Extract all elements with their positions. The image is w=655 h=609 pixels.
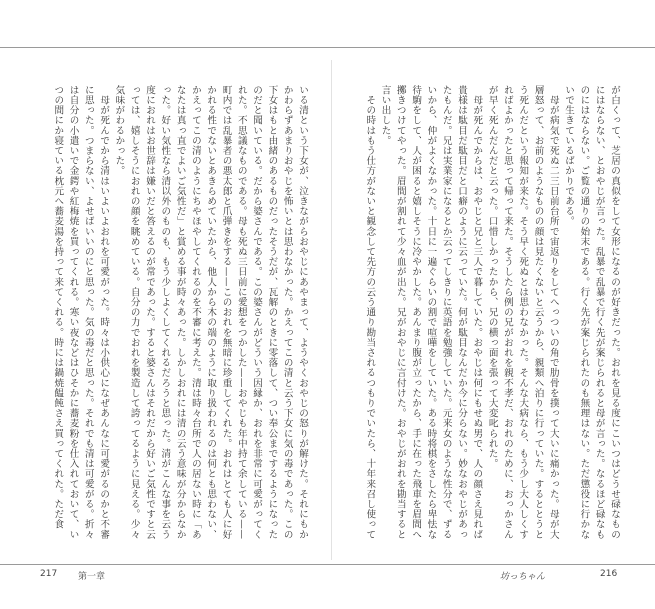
right-page-number: 216 <box>600 569 618 579</box>
chapter-label: 第一章 <box>78 572 106 582</box>
spine-gutter <box>331 60 332 560</box>
left-page-number: 217 <box>40 569 58 579</box>
top-rule <box>0 47 655 48</box>
left-page <box>40 85 310 545</box>
bottom-rule <box>0 564 655 565</box>
right-page-body: が白くって、芝居の真似をして女形になるのが好きだった。おれを見る度にこいつはどうせ碌なものにはならない、とおやじが言った。乱暴で乱暴で行く先が案じられると母が言った。なるほど碌なものにはならない。ご覧の通りの始末である。行く先が案じられたのも無理はない。ただ懲役に行かないで生きているばかりである。 母が病気で死ぬ二三日前台所で宙返りをしてへっついの角で肋骨を撲って大いに痛かった。母が大層怒って、お前のようなものの顔は見たくないと云うから、親類へ泊りに行っていた。するととうとう死んだという報知が来た。そう早く死ぬとは思わなかった。そんな大病なら、もう少し大人しくすればよかったと思って帰って来た。そうしたら例の兄がおれを親不孝だ、おれのために、おっかさんが早く死んだんだと云った。口惜しかったから、兄の横っ面を張って大変叱られた。 母が死んでからは、おやじと兄と三人で暮していた。おやじは何にもせぬ男で、人の顔さえ見れば貴様は駄目だ駄目だと口癖のように云っていた。何が駄目なんだか今に分らない。妙なおやじがあったもんだ。兄は実業家になるとか云ってしきりに英語を勉強していた。元来女のような性分で、ずるいから、仲がよくなかった。十日に一遍ぐらいの割で喧嘩をしていた。ある時将棋をさしたら卑怯な待駒をして、人が困ると嬉しそうに冷やかした。あんまり腹が立ったから、手に在った飛車を眉間へ擲きつけてやった。眉間が割れて少々血が出た。兄がおやじに言付けた。おやじがおれを勘当すると言い出した。 その時はもう仕方がないと観念して先方の云う通り勘当されるつもりでいたら、十年来召し使って <box>364 85 620 540</box>
running-head-title: 坊っちゃん <box>500 572 546 582</box>
right-page <box>352 85 622 545</box>
left-page-body: いる清という下女が、泣きながらおやじにあやまって、ようやくおやじの怒りが解けた。それにもかかわらずあまりおやじを怖いとは思わなかった。かえってこの清と云う下女に気の毒であった。この下女はもと由緒のあるものだったそうだが、瓦解のときに零落して、つい奉公までするようになったのだと聞いている。だから婆さんである。この婆さんがどういう因縁か、おれを非常に可愛がってくれた。不思議なものである。母も死ぬ三日前に愛想をつかした——おやじも年中持て余している——町内では乱暴者の悪太郎と爪弾きをする——このおれを無暗に珍重してくれた。おれはとても人に好かれる性でないとあきらめていたから、他人から木の端のように取り扱われるのは何とも思わない、かえってこの清のようにちやほやしてくれるのを不審に考えた。清は時々台所で人の居ない時に「あなたは真っ直でよいご気性だ」と賞める事が時々あった。しかしおれには清の云う意味が分からなかった。好い気性なら清以外のものも、もう少しよくしてくれるだろうと思った。清がこんな事を云う度におれはお世辞は嫌いだと答えるのが常であった。すると婆さんはそれだから好いご気性ですと云っては、嬉しそうにおれの顔を眺めている。自分の力でおれを製造して誇ってるように見える。少々気味がわるかった。 母が死んでから清はいよいよおれを可愛がった。時々は小供心になぜあんなに可愛がるのかと不審に思った。つまらない、よせばいいのにと思った。気の毒だと思った。それでも清は可愛がる。折々は自分の小遣いで金鍔や紅梅焼を買ってくれる。寒い夜などはひそかに蕎麦粉を仕入れておいて、いつの間にか寝ている枕元へ蕎麦湯を持って来てくれる。時には鍋焼饂飩さえ買ってくれた。ただ食 <box>52 85 308 540</box>
